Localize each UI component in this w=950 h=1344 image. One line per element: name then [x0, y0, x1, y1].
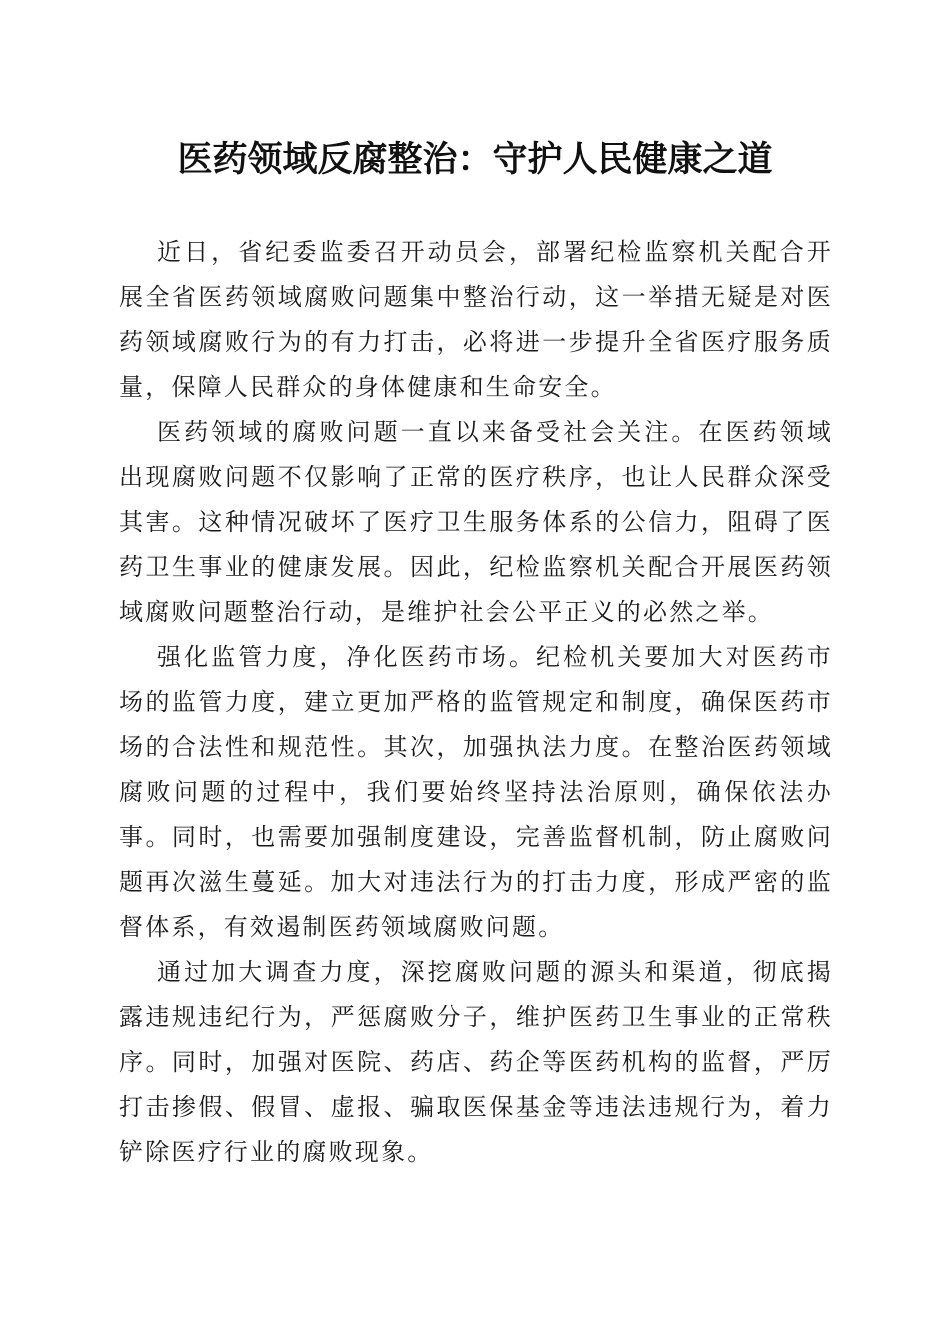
document-title: 医药领域反腐整治：守护人民健康之道 [177, 139, 773, 180]
paragraph-2: 医药领域的腐败问题一直以来备受社会关注。在医药领域出现腐败问题不仅影响了正常的医疗秩序，也让人民群众深受其害。这种情况破坏了医疗卫生服务体系的公信力，阻碍了医药卫生事业的健康发展。因此，纪检监察机关配合开展医药领域腐败问题整治行动，是维护社会公平正义的必然之举。 [119, 418, 833, 626]
paragraph-4: 通过加大调查力度，深挖腐败问题的源头和渠道，彻底揭露违规违纪行为，严惩腐败分子，维护医药卫生事业的正常秩序。同时，加强对医院、药店、药企等医药机构的监督，严厉打击掺假、假冒、虚报、骗取医保基金等违法违规行为，着力铲除医疗行业的腐败现象。 [119, 958, 833, 1166]
paragraph-3: 强化监管力度，净化医药市场。纪检机关要加大对医药市场的监管力度，建立更加严格的监管规定和制度，确保医药市场的合法性和规范性。其次，加强执法力度。在整治医药领域腐败问题的过程中，我们要始终坚持法治原则，确保依法办事。同时，也需要加强制度建设，完善监督机制，防止腐败问题再次滋生蔓延。加大对违法行为的打击力度，形成严密的监督体系，有效遏制医药领域腐败问题。 [119, 643, 833, 941]
document-body [119, 230, 833, 1175]
paragraph-1: 近日，省纪委监委召开动员会，部署纪检监察机关配合开展全省医药领域腐败问题集中整治行动，这一举措无疑是对医药领域腐败行为的有力打击，必将进一步提升全省医疗服务质量，保障人民群众的身体健康和生命安全。 [119, 238, 833, 401]
